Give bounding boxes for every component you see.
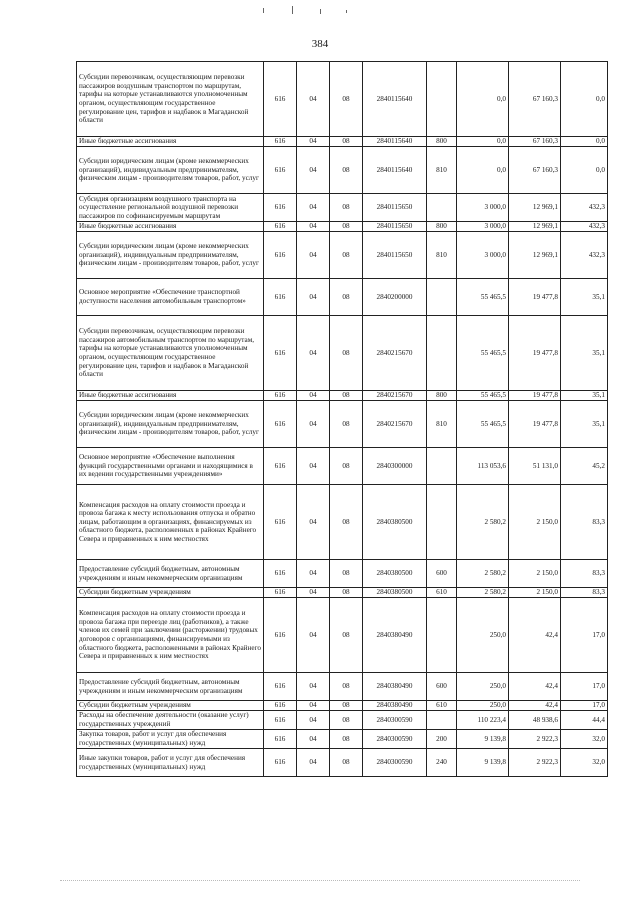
- cell-pr: 08: [330, 673, 363, 701]
- cell-rz: 04: [297, 232, 330, 279]
- cell-rz: 04: [297, 316, 330, 391]
- cell-vr: 240: [427, 749, 457, 777]
- cell-v2: 42,4: [509, 673, 561, 701]
- cell-v1: 113 053,6: [457, 448, 509, 485]
- cell-rz: 04: [297, 137, 330, 147]
- cell-pr: 08: [330, 137, 363, 147]
- cell-pr: 08: [330, 194, 363, 222]
- cell-v2: 19 477,8: [509, 401, 561, 448]
- cell-gr: 616: [264, 62, 297, 137]
- cell-gr: 616: [264, 730, 297, 749]
- cell-rz: 04: [297, 194, 330, 222]
- cell-gr: 616: [264, 147, 297, 194]
- cell-gr: 616: [264, 711, 297, 730]
- cell-cs: 2840380500: [363, 560, 427, 588]
- table-row: [77, 701, 608, 711]
- cell-pr: 08: [330, 485, 363, 560]
- budget-table: [76, 61, 608, 777]
- cell-cs: 2840380490: [363, 598, 427, 673]
- cell-v3: 44,4: [561, 711, 608, 730]
- table-row: [77, 232, 608, 279]
- cell-name: Субсидии бюджетным учреждениям: [77, 588, 264, 598]
- cell-v3: 32,0: [561, 749, 608, 777]
- cell-v2: 51 131,0: [509, 448, 561, 485]
- cell-cs: 2840380490: [363, 673, 427, 701]
- cell-v1: 2 580,2: [457, 588, 509, 598]
- cell-cs: 2840300590: [363, 749, 427, 777]
- cell-v2: 67 160,3: [509, 137, 561, 147]
- cell-v2: 2 922,3: [509, 749, 561, 777]
- cell-v3: 83,3: [561, 560, 608, 588]
- cell-cs: 2840115650: [363, 194, 427, 222]
- cell-v2: 19 477,8: [509, 279, 561, 316]
- cell-cs: 2840380500: [363, 588, 427, 598]
- cell-rz: 04: [297, 588, 330, 598]
- table-row: [77, 673, 608, 701]
- cell-v2: 42,4: [509, 598, 561, 673]
- table-row: [77, 711, 608, 730]
- cell-v1: 0,0: [457, 147, 509, 194]
- cell-v3: 83,3: [561, 588, 608, 598]
- cell-name: Иные бюджетные ассигнования: [77, 137, 264, 147]
- cell-vr: [427, 316, 457, 391]
- cell-gr: 616: [264, 560, 297, 588]
- table-row: [77, 448, 608, 485]
- table-row: [77, 62, 608, 137]
- cell-name: Основное мероприятие «Обеспечение выполнения функций государственными органами и находящимися в их ведении государственными учреждениями»: [77, 448, 264, 485]
- cell-vr: 810: [427, 232, 457, 279]
- table-row: [77, 222, 608, 232]
- cell-v2: 2 150,0: [509, 560, 561, 588]
- cell-rz: 04: [297, 222, 330, 232]
- cell-rz: 04: [297, 485, 330, 560]
- cell-v1: 2 580,2: [457, 485, 509, 560]
- cell-v2: 2 150,0: [509, 588, 561, 598]
- cell-v3: 35,1: [561, 401, 608, 448]
- cell-rz: 04: [297, 673, 330, 701]
- cell-cs: 2840115650: [363, 222, 427, 232]
- cell-v3: 35,1: [561, 391, 608, 401]
- page-number: 384: [311, 38, 329, 50]
- cell-rz: 04: [297, 598, 330, 673]
- cell-gr: 616: [264, 316, 297, 391]
- cell-gr: 616: [264, 137, 297, 147]
- cell-pr: 08: [330, 147, 363, 194]
- cell-v1: 0,0: [457, 62, 509, 137]
- cell-v1: 55 465,5: [457, 391, 509, 401]
- cell-rz: 04: [297, 711, 330, 730]
- cell-cs: 2840115640: [363, 147, 427, 194]
- cell-vr: 800: [427, 391, 457, 401]
- cell-vr: [427, 485, 457, 560]
- cell-v2: 12 969,1: [509, 194, 561, 222]
- cell-vr: 810: [427, 147, 457, 194]
- cell-gr: 616: [264, 391, 297, 401]
- table-row: [77, 560, 608, 588]
- cell-v1: 9 139,8: [457, 749, 509, 777]
- cell-pr: 08: [330, 560, 363, 588]
- table-row: [77, 730, 608, 749]
- cell-vr: 610: [427, 588, 457, 598]
- cell-cs: 2840115640: [363, 62, 427, 137]
- table-row: [77, 485, 608, 560]
- table-row: [77, 391, 608, 401]
- cell-pr: 08: [330, 588, 363, 598]
- cell-name: Предоставление субсидий бюджетным, автономным учреждениям и иным некоммерческим организациям: [77, 560, 264, 588]
- cell-gr: 616: [264, 401, 297, 448]
- cell-v3: 83,3: [561, 485, 608, 560]
- cell-gr: 616: [264, 485, 297, 560]
- cell-vr: 810: [427, 401, 457, 448]
- table-row: [77, 588, 608, 598]
- cell-v3: 17,0: [561, 673, 608, 701]
- cell-cs: 2840380500: [363, 485, 427, 560]
- cell-name: Иные бюджетные ассигнования: [77, 391, 264, 401]
- cell-gr: 616: [264, 279, 297, 316]
- cell-name: Субсидия организациям воздушного транспорта на осуществление региональной воздушной перевозки пассажиров по софинансируемым маршрутам: [77, 194, 264, 222]
- cell-v1: 250,0: [457, 673, 509, 701]
- cell-name: Расходы на обеспечение деятельности (оказание услуг) государственных учреждений: [77, 711, 264, 730]
- cell-gr: 616: [264, 588, 297, 598]
- cell-cs: 2840215670: [363, 391, 427, 401]
- cell-v1: 250,0: [457, 701, 509, 711]
- cell-name: Компенсация расходов на оплату стоимости проезда и провоза багажа при переезде лиц (работников), а также членов их семей при заключении (расторжении) трудовых договоров с организациями, финансируемыми из областного бюджета, расположенными в районах Крайнего Севера и приравненных к ним местностях: [77, 598, 264, 673]
- cell-rz: 04: [297, 448, 330, 485]
- cell-vr: [427, 598, 457, 673]
- cell-pr: 08: [330, 598, 363, 673]
- cell-pr: 08: [330, 701, 363, 711]
- cell-v2: 12 969,1: [509, 222, 561, 232]
- cell-v1: 0,0: [457, 137, 509, 147]
- cell-name: Иные бюджетные ассигнования: [77, 222, 264, 232]
- cell-vr: 800: [427, 137, 457, 147]
- cell-cs: 2840115640: [363, 137, 427, 147]
- table-row: [77, 147, 608, 194]
- cell-v1: 3 000,0: [457, 194, 509, 222]
- cell-vr: [427, 448, 457, 485]
- cell-name: Предоставление субсидий бюджетным, автономным учреждениям и иным некоммерческим организациям: [77, 673, 264, 701]
- table-row: [77, 279, 608, 316]
- cell-pr: 08: [330, 279, 363, 316]
- cell-vr: 800: [427, 222, 457, 232]
- cell-rz: 04: [297, 279, 330, 316]
- cell-name: Субсидии юридическим лицам (кроме некоммерческих организаций), индивидуальным предпринимателям, физическим лицам - производителям товаров, работ, услуг: [77, 147, 264, 194]
- cell-pr: 08: [330, 730, 363, 749]
- cell-rz: 04: [297, 730, 330, 749]
- cell-vr: 610: [427, 701, 457, 711]
- table-row: [77, 194, 608, 222]
- cell-v3: 432,3: [561, 232, 608, 279]
- cell-name: Компенсация расходов на оплату стоимости проезда и провоза багажа к месту использования отпуска и обратно лицам, работающим в организациях, финансируемых из областного бюджета, расположенных в районах Крайнего Севера и приравненных к ним местностях: [77, 485, 264, 560]
- cell-v3: 32,0: [561, 730, 608, 749]
- cell-gr: 616: [264, 673, 297, 701]
- scan-border-line: [60, 880, 580, 882]
- cell-pr: 08: [330, 232, 363, 279]
- cell-name: Иные закупки товаров, работ и услуг для обеспечения государственных (муниципальных) нужд: [77, 749, 264, 777]
- cell-v3: 17,0: [561, 701, 608, 711]
- cell-v2: 12 969,1: [509, 232, 561, 279]
- cell-pr: 08: [330, 711, 363, 730]
- cell-v2: 48 938,6: [509, 711, 561, 730]
- cell-name: Субсидии бюджетным учреждениям: [77, 701, 264, 711]
- cell-v3: 35,1: [561, 279, 608, 316]
- cell-v2: 2 150,0: [509, 485, 561, 560]
- cell-pr: 08: [330, 391, 363, 401]
- cell-v2: 67 160,3: [509, 62, 561, 137]
- cell-gr: 616: [264, 749, 297, 777]
- cell-cs: 2840115650: [363, 232, 427, 279]
- scan-specks: [0, 6, 640, 18]
- cell-v3: 432,3: [561, 222, 608, 232]
- cell-v1: 55 465,5: [457, 279, 509, 316]
- cell-v3: 45,2: [561, 448, 608, 485]
- table-row: [77, 137, 608, 147]
- cell-v1: 2 580,2: [457, 560, 509, 588]
- cell-vr: 600: [427, 560, 457, 588]
- cell-name: Основное мероприятие «Обеспечение транспортной доступности населения автомобильным транспортом»: [77, 279, 264, 316]
- table-row: [77, 401, 608, 448]
- cell-pr: 08: [330, 316, 363, 391]
- cell-cs: 2840215670: [363, 316, 427, 391]
- cell-pr: 08: [330, 222, 363, 232]
- cell-pr: 08: [330, 749, 363, 777]
- cell-v1: 9 139,8: [457, 730, 509, 749]
- cell-v1: 3 000,0: [457, 232, 509, 279]
- cell-v3: 0,0: [561, 137, 608, 147]
- table-row: [77, 316, 608, 391]
- cell-rz: 04: [297, 391, 330, 401]
- cell-v1: 55 465,5: [457, 316, 509, 391]
- cell-name: Субсидии юридическим лицам (кроме некоммерческих организаций), индивидуальным предпринимателям, физическим лицам - производителям товаров, работ, услуг: [77, 401, 264, 448]
- cell-name: Субсидии перевозчикам, осуществляющим перевозки пассажиров автомобильным транспортом по маршрутам, тарифы на которые устанавливаются уполномоченным органом, осуществляющим государственное регулирование цен, тарифов и надбавок в Магаданской области: [77, 316, 264, 391]
- cell-v3: 17,0: [561, 598, 608, 673]
- cell-v2: 2 922,3: [509, 730, 561, 749]
- cell-rz: 04: [297, 401, 330, 448]
- cell-gr: 616: [264, 448, 297, 485]
- cell-v3: 0,0: [561, 62, 608, 137]
- cell-cs: 2840380490: [363, 701, 427, 711]
- cell-pr: 08: [330, 62, 363, 137]
- table-row: [77, 749, 608, 777]
- cell-vr: [427, 62, 457, 137]
- cell-gr: 616: [264, 222, 297, 232]
- cell-gr: 616: [264, 701, 297, 711]
- cell-name: Закупка товаров, работ и услуг для обеспечения государственных (муниципальных) нужд: [77, 730, 264, 749]
- cell-rz: 04: [297, 147, 330, 194]
- cell-vr: 600: [427, 673, 457, 701]
- cell-name: Субсидии юридическим лицам (кроме некоммерческих организаций), индивидуальным предпринимателям, физическим лицам - производителям товаров, работ, услуг: [77, 232, 264, 279]
- cell-v2: 42,4: [509, 701, 561, 711]
- table-row: [77, 598, 608, 673]
- cell-gr: 616: [264, 194, 297, 222]
- cell-pr: 08: [330, 401, 363, 448]
- cell-vr: [427, 711, 457, 730]
- cell-v1: 3 000,0: [457, 222, 509, 232]
- cell-v1: 250,0: [457, 598, 509, 673]
- cell-cs: 2840300000: [363, 448, 427, 485]
- cell-vr: [427, 194, 457, 222]
- cell-rz: 04: [297, 560, 330, 588]
- cell-v3: 35,1: [561, 316, 608, 391]
- cell-cs: 2840300590: [363, 711, 427, 730]
- cell-rz: 04: [297, 62, 330, 137]
- cell-vr: [427, 279, 457, 316]
- cell-v1: 55 465,5: [457, 401, 509, 448]
- cell-cs: 2840300590: [363, 730, 427, 749]
- cell-cs: 2840200000: [363, 279, 427, 316]
- cell-v3: 0,0: [561, 147, 608, 194]
- cell-gr: 616: [264, 598, 297, 673]
- cell-v2: 19 477,8: [509, 316, 561, 391]
- cell-rz: 04: [297, 701, 330, 711]
- cell-name: Субсидии перевозчикам, осуществляющим перевозки пассажиров воздушным транспортом по маршрутам, тарифы на которые устанавливаются уполномоченным органом, осуществляющим государственное регулирование цен, тарифов и надбавок в Магаданской области: [77, 62, 264, 137]
- cell-v3: 432,3: [561, 194, 608, 222]
- cell-cs: 2840215670: [363, 401, 427, 448]
- cell-rz: 04: [297, 749, 330, 777]
- cell-vr: 200: [427, 730, 457, 749]
- cell-v2: 67 160,3: [509, 147, 561, 194]
- cell-gr: 616: [264, 232, 297, 279]
- cell-pr: 08: [330, 448, 363, 485]
- cell-v2: 19 477,8: [509, 391, 561, 401]
- cell-v1: 110 223,4: [457, 711, 509, 730]
